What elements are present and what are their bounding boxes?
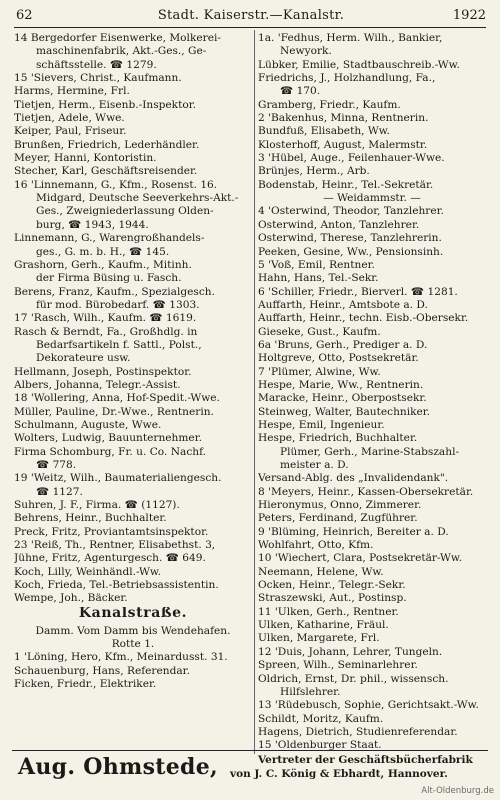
directory-entry: 8 'Meyers, Heinr., Kassen-Obersekretär. (258, 485, 474, 498)
directory-entry: Versand-Ablg. des „Invalidendank". (258, 472, 449, 485)
directory-entry: Linnemann, G., Warengroßhandels- (14, 232, 205, 245)
directory-entry: ☎ 170. (280, 85, 321, 98)
directory-entry: 9 'Blüming, Heinrich, Bereiter a. D. (258, 525, 449, 538)
directory-entry: Holtgreve, Otto, Postsekretär. (258, 352, 419, 365)
directory-entry: 18 'Wollering, Anna, Hof-Spedit.-Wwe. (14, 392, 220, 405)
directory-entry: 7 'Plümer, Alwine, Ww. (258, 365, 381, 378)
directory-entry: Klosterhoff, August, Malermstr. (258, 138, 428, 151)
header-rule (14, 27, 486, 28)
directory-entry: Albers, Johanna, Telegr.-Assist. (14, 378, 181, 391)
directory-entry: Oldrich, Ernst, Dr. phil., wissensch. (258, 672, 449, 685)
directory-entry: Stecher, Karl, Geschäftsreisender. (14, 165, 198, 178)
directory-entry: 23 'Reiß, Th., Rentner, Elisabethst. 3, (14, 539, 216, 552)
directory-entry: Spreen, Wilh., Seminarlehrer. (258, 659, 418, 672)
page-number: 62 (16, 8, 33, 23)
directory-entry: 6 'Schiller, Friedr., Bierverl. ☎ 1281. (258, 285, 458, 298)
directory-entry: Plümer, Gerh., Marine-Stabszahl- (280, 445, 460, 458)
directory-entry: Brünjes, Herm., Arb. (258, 165, 370, 178)
directory-entry: Rotte 1. (111, 638, 155, 651)
directory-entry: Ges., Zweigniederlassung Olden- (36, 205, 214, 218)
directory-entry: Meyer, Hanni, Kontoristin. (14, 152, 157, 165)
directory-entry: Schulmann, Auguste, Wwe. (14, 418, 162, 431)
directory-entry: burg, ☎ 1943, 1944. (36, 218, 149, 231)
directory-entry: 5 'Voß, Emil, Rentner. (258, 258, 375, 271)
column-divider (254, 30, 255, 754)
directory-entry: maschinenfabrik, Akt.-Ges., Ge- (36, 45, 207, 58)
directory-entry: Keiper, Paul, Friseur. (14, 125, 127, 138)
right-column (258, 32, 486, 753)
directory-entry: Koch, Frieda, Tel.-Betriebsassistentin. (14, 579, 219, 592)
directory-entry: Jühne, Fritz, Agenturgesch. ☎ 649. (14, 552, 206, 565)
directory-entry: ges., G. m. b. H., ☎ 145. (36, 245, 170, 258)
directory-entry: 14 Bergedorfer Eisenwerke, Molkerei- (14, 32, 221, 44)
watermark: Alt-Oldenburg.de (421, 786, 494, 796)
directory-entry: Neemann, Helene, Ww. (258, 565, 384, 578)
directory-entry: Preck, Fritz, Proviantamtsinspektor. (14, 525, 209, 538)
directory-entry: Berens, Franz, Kaufm., Spezialgesch. (14, 285, 215, 298)
directory-entry: Rasch & Berndt, Fa., Großhdlg. in (14, 325, 198, 338)
directory-entry: Behrens, Heinr., Buchhalter. (14, 512, 167, 525)
directory-entry: Harms, Hermine, Frl. (14, 85, 130, 98)
directory-entry: Müller, Pauline, Dr.-Wwe., Rentnerin. (14, 405, 214, 418)
directory-entry: Auffarth, Heinr., Amtsbote a. D. (258, 298, 428, 311)
directory-entry: Grashorn, Gerh., Kaufm., Mitinh. (14, 258, 192, 271)
advert-line-1: Vertreter der Geschäftsbücherfabrik (258, 754, 473, 766)
directory-entry: Hespe, Emil, Ingenieur. (258, 418, 385, 431)
directory-entry: Auffarth, Heinr., techn. Eisb.-Obersekr. (258, 312, 469, 325)
directory-entry: der Firma Büsing u. Fasch. (36, 272, 182, 285)
advert-name: Aug. Ohmstede, (18, 754, 218, 780)
directory-entry: 17 'Rasch, Wilh., Kaufm. ☎ 1619. (14, 312, 197, 325)
directory-entry: Hilfslehrer. (280, 685, 341, 698)
directory-entry: 15 'Sievers, Christ., Kaufmann. (14, 72, 182, 85)
directory-entry: Wolters, Ludwig, Bauunternehmer. (14, 432, 202, 445)
directory-entry: Bodenstab, Heinr., Tel.-Sekretär. (258, 178, 434, 191)
advert-line-2: von J. C. König & Ebhardt, Hannover. (230, 768, 448, 780)
directory-entry: Ficken, Friedr., Elektriker. (14, 678, 157, 691)
directory-entry: Osterwind, Anton, Tanzlehrer. (258, 218, 420, 231)
directory-entry: 11 'Ulken, Gerh., Rentner. (258, 605, 399, 618)
directory-entry: ☎ 778. (36, 459, 77, 471)
directory-entry: Tietjen, Herm., Eisenb.-Inspektor. (14, 98, 197, 111)
directory-entry: Firma Schomburg, Fr. u. Co. Nachf. (14, 445, 206, 458)
directory-entry: Ulken, Katharine, Fräul. (258, 619, 389, 632)
directory-entry: Dekorateure usw. (36, 352, 131, 365)
directory-entry: Schildt, Moritz, Kaufm. (258, 712, 384, 725)
directory-entry: Peeken, Gesine, Ww., Pensionsinh. (258, 245, 444, 258)
directory-entry: 10 'Wiechert, Clara, Postsekretär-Ww. (258, 552, 463, 565)
directory-entry: 12 'Duis, Johann, Lehrer, Tungeln. (258, 645, 443, 658)
page-year: 1922 (452, 8, 486, 23)
directory-entry: Lübker, Emilie, Stadtbauschreib.-Ww. (258, 58, 460, 71)
directory-entry: Peters, Ferdinand, Zugführer. (258, 512, 418, 525)
directory-entry: Koch, Lilly, Weinhändl.-Ww. (14, 565, 162, 578)
directory-entry: 6a 'Bruns, Gerh., Prediger a. D. (258, 338, 428, 351)
directory-entry: 4 'Osterwind, Theodor, Tanzlehrer. (258, 205, 444, 218)
directory-entry: Damm. Vom Damm bis Wendehafen. (35, 624, 231, 637)
directory-entry: Steinweg, Walter, Bautechniker. (258, 405, 431, 418)
directory-entry: Newyork. (280, 45, 332, 58)
page-header (16, 8, 486, 24)
section-heading: Kanalstraße. (78, 606, 188, 621)
directory-entry: Hellmann, Joseph, Postinspektor. (14, 365, 192, 378)
directory-entry: für mod. Bürobedarf. ☎ 1303. (36, 298, 200, 311)
directory-entry: 3 'Hübel, Auge., Feilenhauer-Wwe. (258, 152, 445, 165)
directory-entry: 16 'Linnemann, G., Kfm., Rosenst. 16. (14, 178, 218, 191)
directory-entry: Wohlfahrt, Otto, Kfm. (258, 539, 374, 552)
directory-entry: 15 'Oldenburger Staat. (258, 739, 382, 752)
page-title: Stadt. Kaiserstr.—Kanalstr. (157, 8, 345, 23)
directory-entry: Friedrichs, J., Holzhandlung, Fa., (258, 72, 436, 85)
directory-entry: meister a. D. (280, 459, 349, 471)
left-column (14, 32, 252, 692)
directory-entry: 19 'Weitz, Wilh., Baumaterialiengesch. (14, 472, 222, 485)
directory-entry: 13 'Rüdebusch, Sophie, Gerichtsakt.-Ww. (258, 699, 479, 712)
directory-entry: Osterwind, Therese, Tanzlehrerin. (258, 232, 442, 245)
directory-entry: Bundfuß, Elisabeth, Ww. (258, 125, 390, 138)
directory-entry: Bedarfsartikeln f. Sattl., Polst., (36, 338, 202, 351)
directory-entry: Hahn, Hans, Tel.-Sekr. (258, 272, 379, 285)
directory-entry: Gramberg, Friedr., Kaufm. (258, 98, 401, 111)
directory-entry: Hagens, Dietrich, Studienreferendar. (258, 725, 458, 738)
directory-entry: Midgard, Deutsche Seeverkehrs-Akt.- (36, 192, 239, 205)
directory-entry: ☎ 1127. (36, 485, 83, 498)
directory-entry: Brunßen, Friedrich, Lederhändler. (14, 138, 200, 151)
directory-entry: Hieronymus, Onno, Zimmerer. (258, 499, 422, 512)
directory-entry: Tietjen, Adele, Wwe. (14, 112, 125, 125)
directory-entry: Wempe, Joh., Bäcker. (14, 592, 128, 605)
directory-entry: Ocken, Heinr., Telegr.-Sekr. (258, 579, 406, 592)
directory-entry: Hespe, Marie, Ww., Rentnerin. (258, 378, 424, 391)
directory-entry: Straszewski, Aut., Postinsp. (258, 592, 407, 605)
directory-entry: Suhren, J. F., Firma. ☎ (1127). (14, 499, 180, 512)
directory-entry: 2 'Bakenhus, Minna, Rentnerin. (258, 112, 429, 125)
directory-entry: Maracke, Heinr., Oberpostsekr. (258, 392, 427, 405)
advertisement-footer (12, 750, 488, 783)
directory-entry: schäftsstelle. ☎ 1279. (36, 58, 157, 71)
directory-entry: 1a. 'Fedhus, Herm. Wilh., Bankier, (258, 32, 443, 44)
directory-entry: 1 'Löning, Hero, Kfm., Meinardusst. 31. (14, 651, 228, 664)
directory-entry: Hespe, Friedrich, Buchhalter. (258, 432, 418, 445)
directory-entry: Schauenburg, Hans, Referendar. (14, 664, 190, 677)
directory-entry: Ulken, Margarete, Frl. (258, 632, 380, 645)
directory-entry: — Weidammstr. — (323, 192, 421, 205)
directory-entry: Gieseke, Gust., Kaufm. (258, 325, 381, 338)
